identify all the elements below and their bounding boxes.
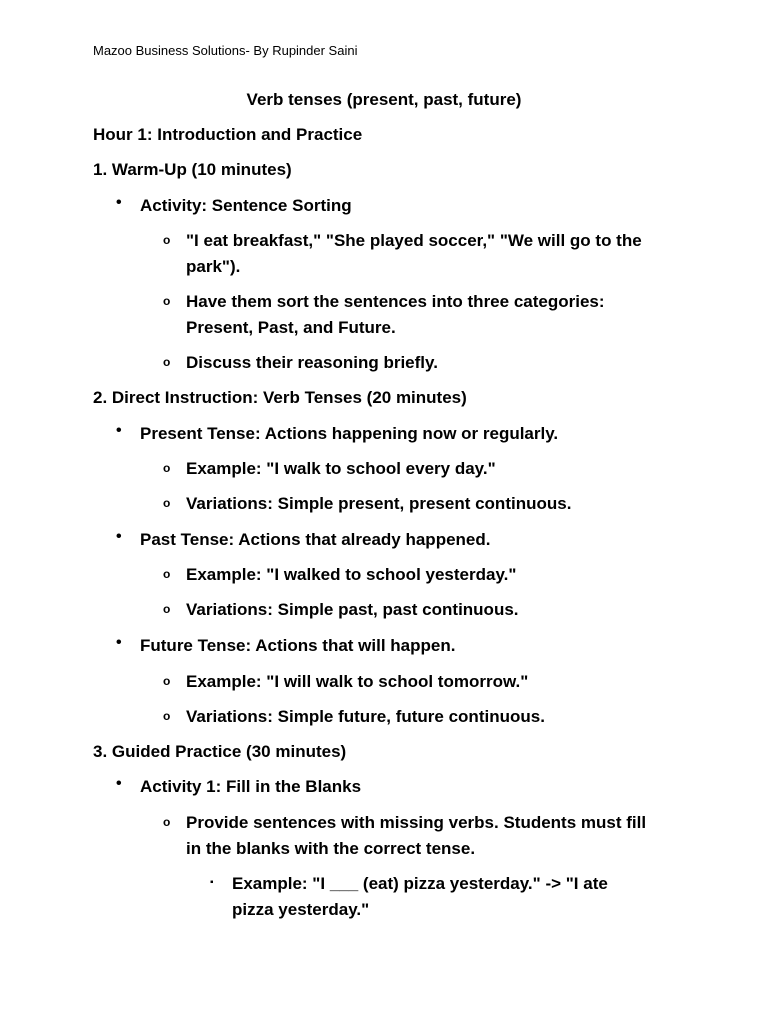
section-heading-warm-up: 1. Warm-Up (10 minutes) bbox=[93, 160, 292, 179]
circle-marker: o bbox=[163, 355, 171, 369]
list-item-present-variations: Variations: Simple present, present continuous. bbox=[186, 494, 572, 513]
list-item-activity-fill-blanks: Activity 1: Fill in the Blanks bbox=[140, 777, 362, 796]
list-item-past-example: Example: "I walked to school yesterday." bbox=[186, 565, 517, 584]
bullet-marker: • bbox=[116, 194, 122, 211]
list-item-example-sentences: "I eat breakfast," "She played soccer," "We will go to the bbox=[186, 231, 642, 250]
bullet-marker: • bbox=[116, 634, 122, 651]
page-header: Mazoo Business Solutions- By Rupinder Saini bbox=[93, 43, 358, 58]
list-item-past-variations: Variations: Simple past, past continuous. bbox=[186, 600, 519, 619]
list-item-future-example: Example: "I will walk to school tomorrow." bbox=[186, 672, 529, 691]
section-heading-direct-instruction: 2. Direct Instruction: Verb Tenses (20 minutes) bbox=[93, 388, 467, 407]
hour-heading: Hour 1: Introduction and Practice bbox=[93, 125, 363, 144]
list-item-sort-instructions: Have them sort the sentences into three categories: bbox=[186, 292, 605, 311]
circle-marker: o bbox=[163, 567, 171, 581]
bullet-marker: • bbox=[116, 528, 122, 545]
list-item-present-tense: Present Tense: Actions happening now or regularly. bbox=[140, 424, 559, 443]
list-item-sort-instructions-cont: Present, Past, and Future. bbox=[186, 318, 396, 337]
list-item-provide-sentences-cont: in the blanks with the correct tense. bbox=[186, 839, 476, 858]
document-title: Verb tenses (present, past, future) bbox=[246, 90, 522, 109]
circle-marker: o bbox=[163, 294, 171, 308]
square-marker: ▪ bbox=[210, 877, 214, 888]
circle-marker: o bbox=[163, 233, 171, 247]
list-item-example-sentences-cont: park"). bbox=[186, 257, 241, 276]
circle-marker: o bbox=[163, 674, 171, 688]
section-heading-guided-practice: 3. Guided Practice (30 minutes) bbox=[93, 742, 347, 761]
circle-marker: o bbox=[163, 709, 171, 723]
list-item-discuss: Discuss their reasoning briefly. bbox=[186, 353, 438, 372]
circle-marker: o bbox=[163, 496, 171, 510]
circle-marker: o bbox=[163, 461, 171, 475]
list-item-fill-example-cont: pizza yesterday." bbox=[232, 900, 370, 919]
list-item-provide-sentences: Provide sentences with missing verbs. Students must fill bbox=[186, 813, 647, 832]
bullet-marker: • bbox=[116, 422, 122, 439]
list-item-activity-sorting: Activity: Sentence Sorting bbox=[140, 196, 352, 215]
list-item-future-variations: Variations: Simple future, future continuous. bbox=[186, 707, 545, 726]
circle-marker: o bbox=[163, 602, 171, 616]
list-item-present-example: Example: "I walk to school every day." bbox=[186, 459, 496, 478]
list-item-past-tense: Past Tense: Actions that already happened. bbox=[140, 530, 491, 549]
circle-marker: o bbox=[163, 815, 171, 829]
bullet-marker: • bbox=[116, 775, 122, 792]
list-item-future-tense: Future Tense: Actions that will happen. bbox=[140, 636, 456, 655]
list-item-fill-example: Example: "I ___ (eat) pizza yesterday." -> "I ate bbox=[232, 874, 608, 893]
